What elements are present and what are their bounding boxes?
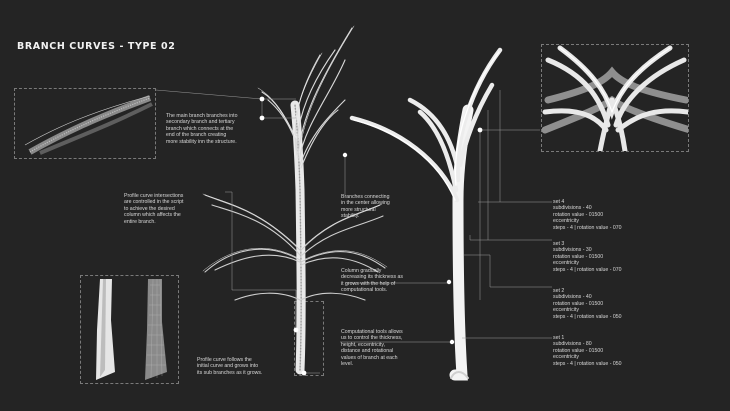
- marker-profile-follows: [302, 371, 307, 376]
- marker-computational-tools: [450, 340, 454, 344]
- set-2-parameters: set 2 subdivisions - 40 rotation value - 01500 eccentricity steps - 4 | rotation value - 050: [553, 288, 622, 320]
- column-profiles-detail: [96, 279, 167, 380]
- marker-column-decreasing: [447, 280, 451, 284]
- note-main-branch: The main branch branches into secondary branch and tertiary branch which connects at the end of the branch creating more stability inn the structure.: [166, 113, 238, 145]
- marker-main-branch: [260, 97, 265, 102]
- note-profile-follows: Profile curve follows the initial curve and grows into its sub branches as it grows.: [197, 357, 263, 376]
- set-4-parameters: set 4 subdivisions - 40 rotation value - 01500 eccentricity steps - 4 | rotation value - 070: [553, 199, 622, 231]
- note-column-decreasing: Column gradually decreasing its thickness as it grows with the help of computational tools.: [341, 268, 403, 294]
- canopy-render-detail: [545, 48, 690, 151]
- marker-secondary-branch: [260, 116, 265, 121]
- note-computational-tools: Computational tools allows us to control the thickness, height, eccentricity, distance and rotational values of branch at each level.: [341, 329, 403, 368]
- marker-profile-intersections: [294, 328, 299, 333]
- set-1-parameters: set 1 subdivisions - 80 rotation value - 01500 eccentricity steps - 4 | rotation value - 050: [553, 335, 622, 367]
- marker-canopy: [478, 128, 483, 133]
- marker-branches-connecting: [343, 153, 347, 157]
- page-title: BRANCH CURVES - TYPE 02: [17, 41, 176, 52]
- note-profile-intersections: Profile curve intersections are controlled in the script to achieve the desired column which affects the entire branch.: [124, 193, 184, 225]
- set-3-parameters: set 3 subdivisions - 30 rotation value - 01500 eccentricity steps - 4 | rotation value - 070: [553, 241, 622, 273]
- note-branches-connecting: Branches connecting in the center allowing more structural stability.: [341, 194, 390, 220]
- branch-tip-detail: [25, 96, 152, 153]
